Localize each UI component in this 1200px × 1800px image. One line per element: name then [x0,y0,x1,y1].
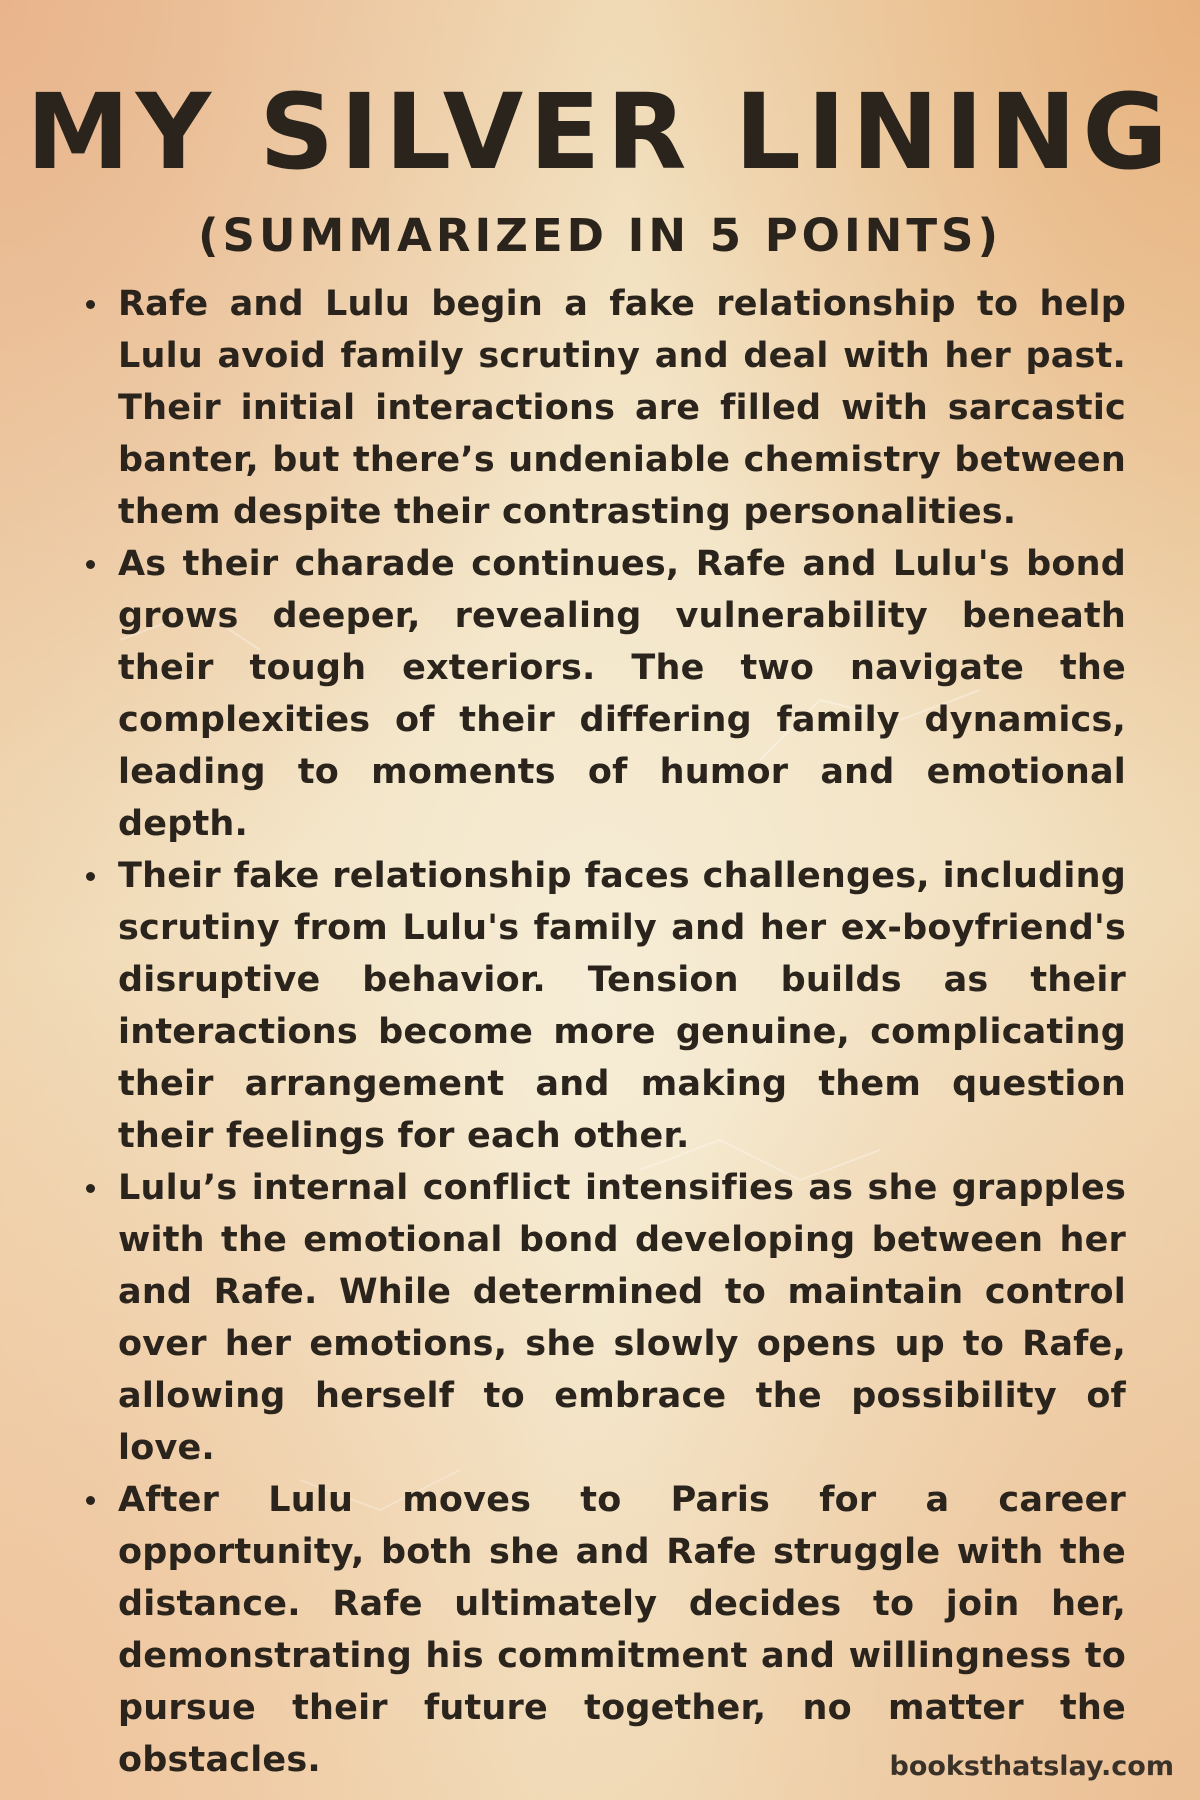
bullet-icon [86,1184,95,1193]
page-subtitle: (SUMMARIZED IN 5 POINTS) [197,209,1003,262]
bullet-icon [86,1496,95,1505]
bullet-icon [86,872,95,881]
summary-point-text: Their fake relationship faces challenges, including scrutiny from Lulu's family and her ex-boyfriend's disruptive behavior. Tension builds as their interactions become more genuine, complicating their arrangement and making them question their feelings for each other. [118,856,1126,1156]
summary-point-1 [86,278,1126,538]
summary-point-5 [86,1474,1126,1786]
bullet-icon [86,300,95,309]
summary-point-4 [86,1162,1126,1474]
summary-point-text: Rafe and Lulu begin a fake relationship to help Lulu avoid family scrutiny and deal with her past. Their initial interactions are filled with sarcastic banter, but there’s undeniable chemistry between them despite their contrasting personalities. [118,284,1126,532]
summary-point-2 [86,538,1126,850]
summary-point-text: As their charade continues, Rafe and Lulu's bond grows deeper, revealing vulnerability beneath their tough exteriors. The two navigate the complexities of their differing family dynamics, leading to moments of humor and emotional depth. [118,544,1126,844]
summary-point-3 [86,850,1126,1162]
page-title: MY SILVER LINING [26,71,1174,193]
bullet-icon [86,560,95,569]
summary-point-text: After Lulu moves to Paris for a career opportunity, both she and Rafe struggle with the distance. Rafe ultimately decides to join her, demonstrating his commitment and willingness to pursue their future together, no matter the obstacles. [118,1480,1126,1780]
summary-point-text: Lulu’s internal conflict intensifies as she grapples with the emotional bond developing between her and Rafe. While determined to maintain control over her emotions, she slowly opens up to Rafe, allowing herself to embrace the possibility of love. [118,1168,1126,1468]
summary-points-list [86,278,1126,1786]
site-credit: booksthatslay.com [889,1751,1174,1782]
